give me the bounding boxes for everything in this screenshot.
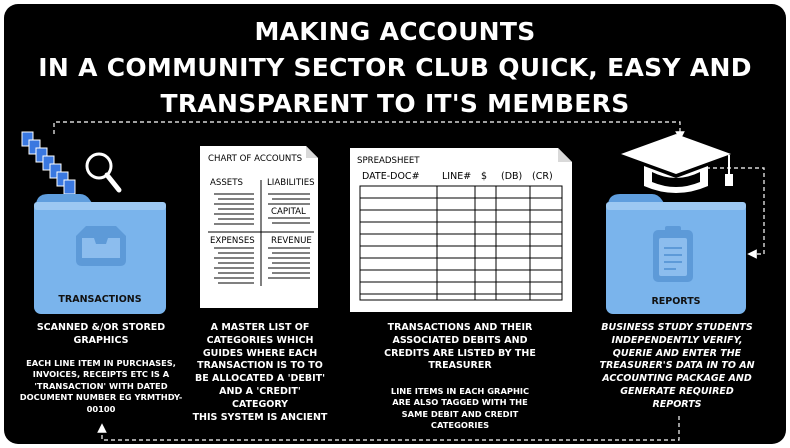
spreadsheet-col-credit: (CR) (532, 171, 553, 182)
transactions-caption: SCANNED &/OR STORED GRAPHICS (36, 322, 166, 346)
chart-of-accounts-sheet (200, 146, 318, 308)
coa-revenue-label: REVENUE (271, 236, 312, 246)
transactions-folder-label: TRANSACTIONS (58, 294, 142, 305)
coa-expenses-label: EXPENSES (210, 236, 255, 246)
spreadsheet-col-date-doc: DATE-DOC# (362, 171, 420, 182)
coa-assets-label: ASSETS (210, 178, 243, 188)
spreadsheet-detail: LINE ITEMS IN EACH GRAPHIC ARE ALSO TAGGED WITH THE SAME DEBIT AND CREDIT CATEGORIES (390, 386, 530, 431)
coa-note: THIS SYSTEM IS ANCIENT (192, 412, 328, 423)
spreadsheet-col-line: LINE# (442, 171, 472, 182)
coa-capital-label: CAPITAL (271, 207, 306, 217)
flow-arrow-top (54, 122, 680, 136)
reports-folder-label: REPORTS (651, 296, 701, 307)
spreadsheet-col-amount: $ (481, 171, 488, 182)
graduation-cap-icon (621, 134, 733, 193)
document-stack-icon (22, 132, 75, 194)
coa-lines-assets (214, 194, 254, 224)
coa-title: CHART OF ACCOUNTS (208, 154, 303, 164)
transactions-detail: EACH LINE ITEM IN PURCHASES, INVOICES, RECEIPTS ETC IS A 'TRANSACTION' WITH DATED DOCUMENT NUMBER EG YRMTHDY-00100 (19, 358, 183, 414)
spreadsheet-caption: TRANSACTIONS AND THEIR ASSOCIATED DEBITS AND CREDITS ARE LISTED BY THE TREASURER (384, 322, 536, 372)
title-line-3: TRANSPARENT TO IT'S MEMBERS (160, 89, 630, 118)
title-line-2: IN A COMMUNITY SECTOR CLUB QUICK, EASY AND (38, 53, 752, 82)
spreadsheet-col-debit: (DB) (501, 171, 523, 182)
coa-caption: A MASTER LIST OF CATEGORIES WHICH GUIDES WHERE EACH TRANSACTION IS TO TO BE ALLOCATED A 'DEBIT' AND A 'CREDIT' CATEGORY (194, 322, 326, 410)
magnifier-icon (87, 154, 119, 190)
reports-caption: BUSINESS STUDY STUDENTS INDEPENDENTLY VERIFY, QUERIE AND ENTER THE TREASURER'S DATA IN TO AN ACCOUNTING PACKAGE AND GENERATE REQUIRED REPORTS (599, 322, 755, 410)
coa-liabilities-label: LIABILITIES (267, 178, 315, 188)
coa-lines-revenue (268, 248, 310, 278)
title-line-1: MAKING ACCOUNTS (254, 17, 536, 46)
infographic-board (4, 4, 786, 444)
spreadsheet-title: SPREADSHEET (357, 156, 420, 166)
